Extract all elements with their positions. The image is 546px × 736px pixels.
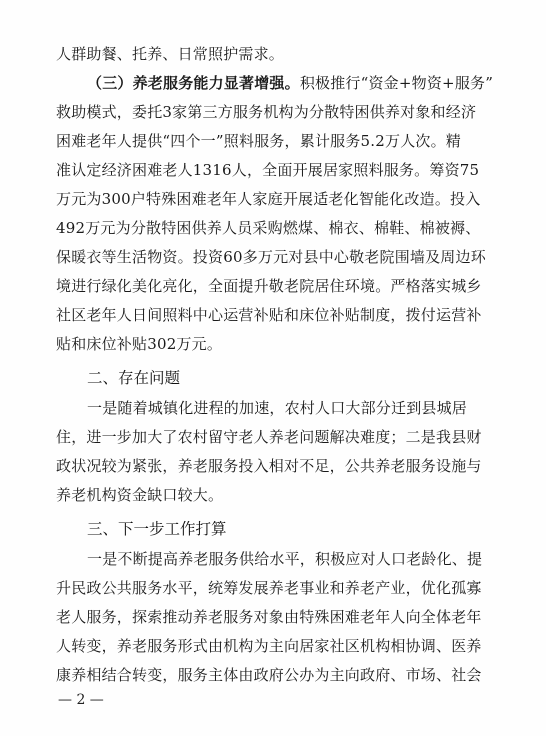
paragraph-line: 住，进一步加大了农村留守老人养老问题解决难度；二是我县财 <box>56 428 482 446</box>
paragraph-line: 社区老年人日间照料中心运营补贴和床位补贴制度，拨付运营补 <box>56 306 482 324</box>
paragraph-line: 救助模式，委托3家第三方服务机构为分散特困供养对象和经济 <box>56 103 477 121</box>
paragraph-line: 保暖衣等生活物资。投资60多万元对县中心敬老院围墙及周边环 <box>56 248 486 266</box>
paragraph-line: 准认定经济困难老人1316人，全面开展居家照料服务。筹资75 <box>56 161 480 179</box>
paragraph-line: 人群助餐、托养、日常照护需求。 <box>56 45 285 63</box>
paragraph-line: 一是随着城镇化进程的加速，农村人口大部分迁到县城居 <box>87 399 468 417</box>
page-number: — 2 — <box>58 692 104 708</box>
paragraph-line: 康养相结合转变，服务主体由政府公办为主向政府、市场、社会 <box>56 666 482 684</box>
paragraph-line: 升民政公共服务水平，统筹发展养老事业和养老产业，优化孤寡 <box>56 579 482 597</box>
section-heading: 二、存在问题 <box>87 369 181 387</box>
paragraph-line: 养老机构资金缺口较大。 <box>56 486 224 504</box>
paragraph-line: 492万元为分散特困供养人员采购燃煤、棉衣、棉鞋、棉被褥、 <box>56 219 481 237</box>
paragraph-line: 贴和床位补贴302万元。 <box>56 335 223 353</box>
paragraph-line: 政状况较为紧张，养老服务投入相对不足，公共养老服务设施与 <box>56 457 482 475</box>
paragraph-line: 老人服务，探索推动养老服务对象由特殊困难老年人向全体老年 <box>56 608 482 626</box>
paragraph-line: 境进行绿化美化亮化，全面提升敬老院居住环境。严格落实城乡 <box>56 277 482 295</box>
document-body <box>56 40 496 690</box>
paragraph-line: 一是不断提高养老服务供给水平，积极应对人口老龄化、提 <box>87 550 483 568</box>
paragraph-line: 人转变，养老服务形式由机构为主向居家社区机构相协调、医养 <box>56 637 482 655</box>
paragraph-line: 困难老年人提供“四个一”照料服务，累计服务5.2万人次。精 <box>56 132 461 150</box>
subsection-heading: （三）养老服务能力显著增强。 <box>87 74 300 92</box>
paragraph-line <box>56 69 496 98</box>
section-heading: 三、下一步工作打算 <box>87 520 227 538</box>
paragraph-line: 万元为300户特殊困难老年人家庭开展适老化智能化改造。投入 <box>56 190 481 208</box>
paragraph-text: 积极推行“资金+物资+服务” <box>299 74 494 92</box>
